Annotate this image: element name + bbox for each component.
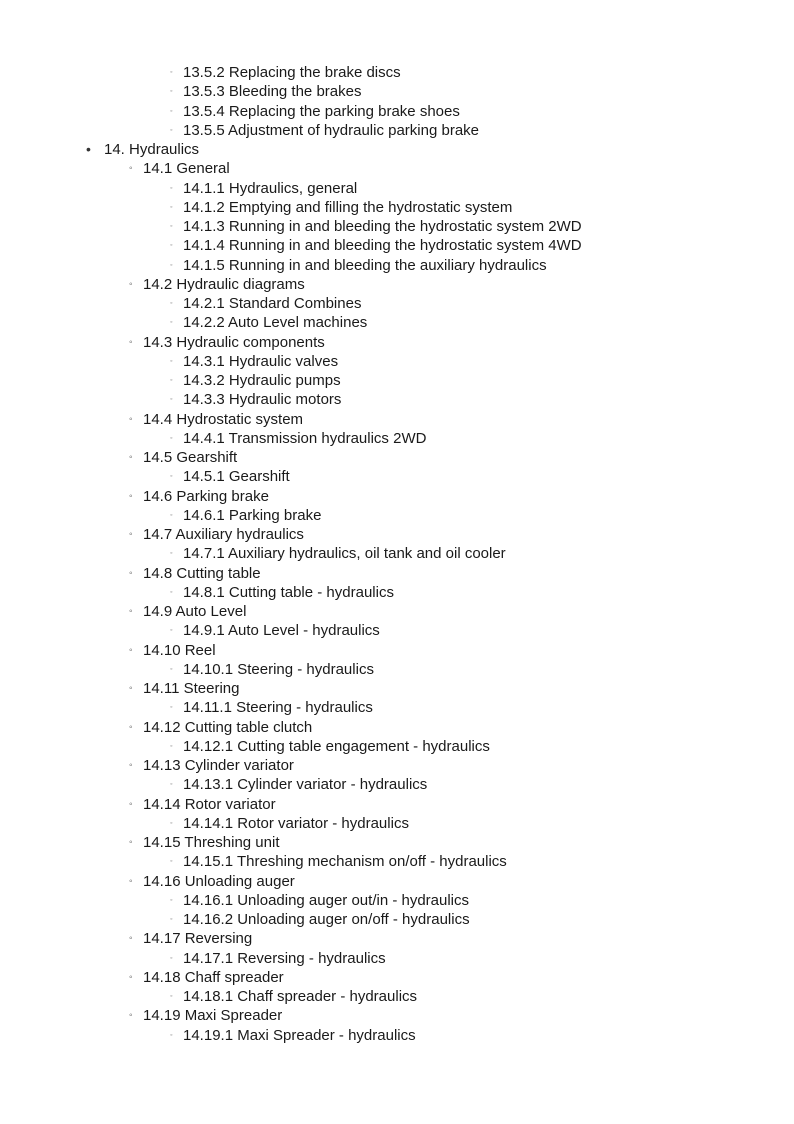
toc-entry-text[interactable]: 14.16.1 Unloading auger out/in - hydraulics <box>183 891 470 909</box>
toc-chapter-item <box>0 140 794 159</box>
list-bullet: ◦ <box>170 916 173 923</box>
list-bullet: ◦ <box>170 319 173 327</box>
list-bullet: ◦ <box>170 377 173 384</box>
toc-subsection-item <box>0 236 794 255</box>
list-bullet: ◦ <box>129 760 133 771</box>
toc-entry-text[interactable]: 14.13 Cylinder variator <box>143 757 294 774</box>
toc-entry-text[interactable]: 14.2.1 Standard Combines <box>183 295 362 312</box>
toc-section-item <box>0 795 794 814</box>
toc-entry-text[interactable]: 14.1.5 Running in and bleeding the auxiliary hydraulics <box>183 256 547 274</box>
toc-section-item <box>0 448 794 467</box>
list-bullet: ◦ <box>170 184 173 192</box>
toc-entry-text[interactable]: 14.11.1 Steering - hydraulics <box>183 699 373 717</box>
toc-entry-text[interactable]: 14.1.4 Running in and bleeding the hydrostatic system 4WD <box>183 237 582 255</box>
toc-entry-text[interactable]: 14.3.3 Hydraulic motors <box>183 391 342 409</box>
toc-entry-text[interactable]: 13.5.5 Adjustment of hydraulic parking brake <box>183 121 480 139</box>
toc-section-item <box>0 487 794 506</box>
toc-entry-text[interactable]: 14.5.1 Gearshift <box>183 468 290 486</box>
toc-entry-text[interactable]: 14.7.1 Auxiliary hydraulics, oil tank and oil cooler <box>183 545 506 563</box>
toc-section-item <box>0 275 794 294</box>
toc-entry-text[interactable]: 14.14.1 Rotor variator - hydraulics <box>183 814 409 832</box>
toc-subsection-item <box>0 891 794 910</box>
toc-section-item <box>0 756 794 775</box>
toc-subsection-item <box>0 621 794 640</box>
toc-subsection-item <box>0 544 794 563</box>
toc-entry-text[interactable]: 14.9.1 Auto Level - hydraulics <box>183 622 380 640</box>
toc-section-item <box>0 602 794 621</box>
list-bullet: ◦ <box>170 223 173 230</box>
toc-entry-text[interactable]: 14.16 Unloading auger <box>143 872 295 890</box>
toc-subsection-item <box>0 256 794 275</box>
list-bullet: ◦ <box>170 107 173 115</box>
toc-entry-text[interactable]: 13.5.2 Replacing the brake discs <box>183 64 401 81</box>
toc-entry-text[interactable]: 14.17 Reversing <box>143 930 253 948</box>
toc-entry-text[interactable]: 14.10.1 Steering - hydraulics <box>183 660 374 678</box>
toc-subsection-item <box>0 313 794 332</box>
toc-subsection-item <box>0 987 794 1006</box>
list-bullet: ◦ <box>170 742 173 750</box>
toc-entry-text[interactable]: 14.3.2 Hydraulic pumps <box>183 372 341 389</box>
list-bullet: ◦ <box>129 529 133 540</box>
toc-subsection-item <box>0 467 794 486</box>
toc-subsection-item <box>0 775 794 794</box>
toc-entry-text[interactable]: 14.15.1 Threshing mechanism on/off - hydraulics <box>183 853 507 871</box>
toc-subsection-item <box>0 506 794 525</box>
toc-entry-text[interactable]: 14.19.1 Maxi Spreader - hydraulics <box>183 1026 416 1044</box>
toc-entry-text[interactable]: 14.8.1 Cutting table - hydraulics <box>183 583 394 601</box>
list-bullet: ◦ <box>170 300 173 307</box>
toc-subsection-item <box>0 121 794 140</box>
toc-section-item <box>0 525 794 544</box>
toc-entry-text[interactable]: 14.4 Hydrostatic system <box>143 410 304 428</box>
toc-section-item <box>0 564 794 583</box>
toc-section-item <box>0 718 794 737</box>
toc-section-item <box>0 333 794 352</box>
toc-entry-text[interactable]: 14.11 Steering <box>143 680 240 697</box>
list-bullet: ◦ <box>170 993 173 1000</box>
table-of-contents <box>0 63 794 1045</box>
toc-subsection-item <box>0 814 794 833</box>
toc-entry-text[interactable]: 13.5.3 Bleeding the brakes <box>183 83 362 101</box>
list-bullet: ◦ <box>129 683 133 694</box>
toc-subsection-item <box>0 737 794 756</box>
list-bullet: ◦ <box>170 704 173 712</box>
list-bullet: ◦ <box>170 511 173 519</box>
toc-section-item <box>0 410 794 429</box>
list-bullet: ◦ <box>170 88 173 96</box>
list-bullet: ◦ <box>170 396 173 404</box>
toc-entry-text[interactable]: 14.13.1 Cylinder variator - hydraulics <box>183 776 428 794</box>
toc-section-item <box>0 159 794 178</box>
list-bullet: ◦ <box>170 627 173 635</box>
toc-entry-text[interactable]: 14.12 Cutting table clutch <box>143 718 313 736</box>
toc-subsection-item <box>0 1026 794 1045</box>
list-bullet: ◦ <box>170 242 173 250</box>
toc-subsection-item <box>0 294 794 313</box>
list-bullet: ◦ <box>129 644 133 656</box>
toc-subsection-item <box>0 698 794 717</box>
list-bullet: ◦ <box>129 971 133 983</box>
toc-subsection-item <box>0 63 794 82</box>
toc-subsection-item <box>0 660 794 679</box>
toc-subsection-item <box>0 102 794 121</box>
toc-entry-text[interactable]: 14.3 Hydraulic components <box>143 333 325 351</box>
toc-subsection-item <box>0 910 794 929</box>
list-bullet: ◦ <box>129 567 133 579</box>
toc-subsection-item <box>0 198 794 217</box>
toc-section-item <box>0 968 794 987</box>
list-bullet: • <box>86 141 91 157</box>
toc-entry-text[interactable]: 14.14 Rotor variator <box>143 795 276 813</box>
toc-entry-text[interactable]: 14.8 Cutting table <box>143 564 261 582</box>
list-bullet: ◦ <box>170 1031 173 1039</box>
toc-entry-text[interactable]: 14. Hydraulics <box>104 141 200 158</box>
list-bullet: ◦ <box>170 203 173 211</box>
list-bullet: ◦ <box>129 413 133 425</box>
toc-subsection-item <box>0 429 794 448</box>
toc-subsection-item <box>0 352 794 371</box>
toc-entry-text[interactable]: 14.1.1 Hydraulics, general <box>183 179 358 197</box>
toc-entry-text[interactable]: 14.1.2 Emptying and filling the hydrostatic system <box>183 198 513 216</box>
toc-subsection-item <box>0 390 794 409</box>
list-bullet: ◦ <box>129 278 133 290</box>
toc-subsection-item <box>0 949 794 968</box>
toc-entry-text[interactable]: 14.9 Auto Level <box>143 603 247 620</box>
list-bullet: ◦ <box>170 550 173 558</box>
toc-entry-text[interactable]: 13.5.4 Replacing the parking brake shoes <box>183 102 460 120</box>
list-bullet: ◦ <box>170 473 173 481</box>
toc-section-item <box>0 641 794 660</box>
list-bullet: ◦ <box>170 434 173 442</box>
toc-subsection-item <box>0 82 794 101</box>
toc-subsection-item <box>0 852 794 871</box>
list-bullet: ◦ <box>170 954 173 962</box>
toc-entry-text[interactable]: 14.1 General <box>143 160 230 178</box>
toc-section-item <box>0 833 794 852</box>
list-bullet: ◦ <box>170 819 173 827</box>
toc-subsection-item <box>0 583 794 602</box>
toc-section-item <box>0 679 794 698</box>
list-bullet: ◦ <box>129 837 133 848</box>
toc-entry-text[interactable]: 14.12.1 Cutting table engagement - hydraulics <box>183 737 490 755</box>
toc-subsection-item <box>0 217 794 236</box>
list-bullet: ◦ <box>129 933 133 945</box>
list-bullet: ◦ <box>170 858 173 866</box>
list-bullet: ◦ <box>170 588 173 596</box>
toc-subsection-item <box>0 371 794 390</box>
toc-entry-text[interactable]: 14.10 Reel <box>143 641 216 659</box>
toc-entry-text[interactable]: 14.15 Threshing unit <box>143 834 280 851</box>
list-bullet: ◦ <box>129 490 133 502</box>
toc-section-item <box>0 872 794 891</box>
list-bullet: ◦ <box>129 798 133 810</box>
toc-entry-text[interactable]: 14.5 Gearshift <box>143 449 238 466</box>
list-bullet: ◦ <box>170 261 173 269</box>
list-bullet: ◦ <box>129 875 133 887</box>
toc-entry-text[interactable]: 14.4.1 Transmission hydraulics 2WD <box>183 429 427 447</box>
toc-entry-text[interactable]: 14.2.2 Auto Level machines <box>183 314 368 332</box>
toc-entry-text[interactable]: 14.17.1 Reversing - hydraulics <box>183 949 386 967</box>
list-bullet: ◦ <box>129 721 133 733</box>
list-bullet: ◦ <box>170 126 173 134</box>
toc-entry-text[interactable]: 14.7 Auxiliary hydraulics <box>143 526 304 543</box>
list-bullet: ◦ <box>129 336 133 348</box>
list-bullet: ◦ <box>129 163 133 175</box>
toc-entry-text[interactable]: 14.6.1 Parking brake <box>183 506 322 524</box>
list-bullet: ◦ <box>170 69 173 76</box>
list-bullet: ◦ <box>170 357 173 365</box>
toc-entry-text[interactable]: 14.1.3 Running in and bleeding the hydrostatic system 2WD <box>183 218 582 235</box>
toc-entry-text[interactable]: 14.19 Maxi Spreader <box>143 1007 283 1025</box>
list-bullet: ◦ <box>170 896 173 904</box>
list-bullet: ◦ <box>170 781 173 789</box>
list-bullet: ◦ <box>129 606 133 617</box>
list-bullet: ◦ <box>129 452 133 463</box>
toc-entry-text[interactable]: 14.6 Parking brake <box>143 487 269 505</box>
list-bullet: ◦ <box>170 665 173 673</box>
list-bullet: ◦ <box>129 1010 133 1022</box>
toc-section-item <box>0 929 794 948</box>
toc-entry-text[interactable]: 14.3.1 Hydraulic valves <box>183 352 339 370</box>
toc-section-item <box>0 1006 794 1025</box>
toc-subsection-item <box>0 179 794 198</box>
toc-entry-text[interactable]: 14.16.2 Unloading auger on/off - hydraulics <box>183 911 470 928</box>
toc-entry-text[interactable]: 14.18.1 Chaff spreader - hydraulics <box>183 988 418 1005</box>
toc-entry-text[interactable]: 14.18 Chaff spreader <box>143 968 284 986</box>
toc-entry-text[interactable]: 14.2 Hydraulic diagrams <box>143 275 305 293</box>
